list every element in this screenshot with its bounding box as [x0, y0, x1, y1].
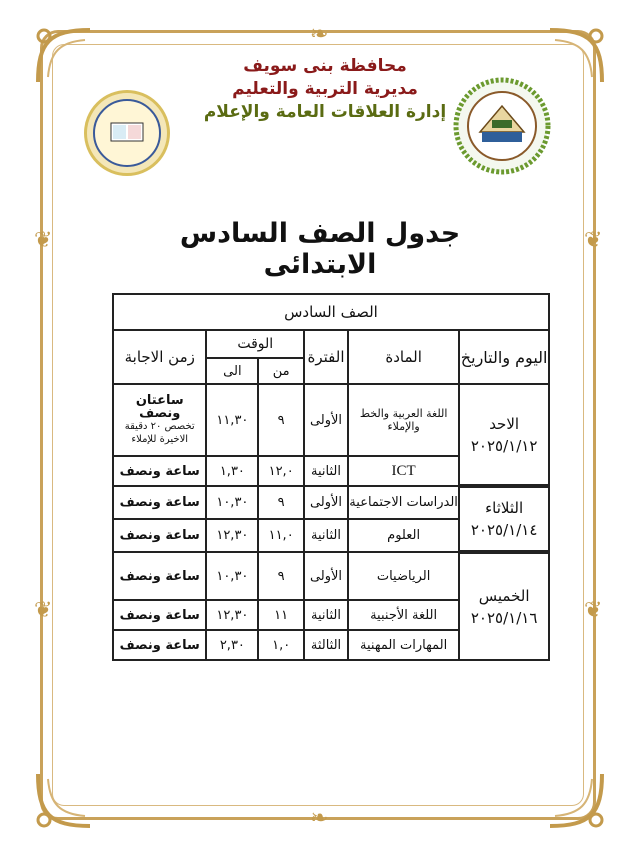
from-cell: ١,٠: [258, 630, 304, 660]
department-name: إدارة العلاقات العامة والإعلام: [203, 102, 447, 122]
subject-cell: الدراسات الاجتماعية: [348, 486, 459, 519]
header-to: الى: [206, 358, 258, 384]
to-cell: ١٠,٣٠: [206, 486, 258, 519]
duration-cell: [113, 384, 206, 456]
from-cell: ١١: [258, 600, 304, 630]
day-name: الخميس: [478, 586, 530, 605]
period-cell: الأولى: [304, 486, 348, 519]
day-date: ٢٠٢٥/١/١٦: [470, 608, 538, 627]
to-cell: ٢,٣٠: [206, 630, 258, 660]
subject-cell: المهارات المهنية: [348, 630, 459, 660]
day-name: الاحد: [489, 414, 520, 433]
side-ornament-icon: ❦: [34, 228, 53, 253]
top-ornament-icon: ❧: [310, 22, 329, 47]
corner-ornament-icon: [30, 764, 100, 834]
duration-cell: ساعة ونصف: [113, 486, 206, 519]
header-subject: المادة: [348, 330, 459, 384]
directorate-name: مديرية التربية والتعليم: [232, 79, 418, 99]
bottom-ornament-icon: ❧: [310, 806, 329, 831]
subject-cell: الرياضيات: [348, 552, 459, 600]
corner-ornament-icon: [540, 22, 610, 92]
day-date: ٢٠٢٥/١/١٢: [470, 436, 538, 455]
day-date: ٢٠٢٥/١/١٤: [470, 521, 538, 539]
side-ornament-icon: ❦: [584, 228, 603, 253]
header-from: من: [258, 358, 304, 384]
duration-cell: ساعة ونصف: [113, 630, 206, 660]
duration-cell: ساعة ونصف: [113, 519, 206, 552]
header-block: [180, 55, 470, 124]
day-name: الثلاثاء: [485, 499, 524, 517]
exam-schedule-table: [112, 293, 550, 661]
day-cell: [459, 384, 549, 486]
day-cell: [459, 552, 549, 660]
from-cell: ١٢,٠: [258, 456, 304, 486]
header-day-date: اليوم والتاريخ: [459, 330, 549, 384]
side-ornament-icon: ❦: [584, 598, 603, 623]
to-cell: ١,٣٠: [206, 456, 258, 486]
side-ornament-icon: ❦: [34, 598, 53, 623]
to-cell: ١٢,٣٠: [206, 519, 258, 552]
period-cell: الثانية: [304, 456, 348, 486]
duration-note: تخصص ٢٠ دقيقة الاخيرة للإملاء: [124, 421, 195, 445]
table-caption: الصف السادس: [113, 294, 549, 330]
period-cell: الثالثة: [304, 630, 348, 660]
duration-text: ساعتان ونصف: [135, 393, 184, 421]
from-cell: ٩: [258, 384, 304, 456]
duration-cell: ساعة ونصف: [113, 456, 206, 486]
corner-ornament-icon: [30, 22, 100, 92]
from-cell: ١١,٠: [258, 519, 304, 552]
duration-cell: ساعة ونصف: [113, 552, 206, 600]
page-title: جدول الصف السادس الابتدائى: [179, 218, 461, 280]
duration-cell: ساعة ونصف: [113, 600, 206, 630]
governorate-name: محافظة بنى سويف: [243, 56, 407, 76]
corner-ornament-icon: [540, 764, 610, 834]
to-cell: ١٠,٣٠: [206, 552, 258, 600]
subject-cell: ICT: [348, 456, 459, 486]
header-time: الوقت: [206, 330, 304, 358]
period-cell: الثانية: [304, 600, 348, 630]
to-cell: ١١,٣٠: [206, 384, 258, 456]
from-cell: ٩: [258, 486, 304, 519]
period-cell: الأولى: [304, 384, 348, 456]
subject-cell: اللغة العربية والخط والإملاء: [348, 384, 459, 456]
header-duration: زمن الاجابة: [113, 330, 206, 384]
subject-cell: العلوم: [348, 519, 459, 552]
pr-logo: [84, 90, 170, 176]
from-cell: ٩: [258, 552, 304, 600]
header-period: الفترة: [304, 330, 348, 384]
period-cell: الأولى: [304, 552, 348, 600]
period-cell: الثانية: [304, 519, 348, 552]
to-cell: ١٢,٣٠: [206, 600, 258, 630]
day-cell: [459, 486, 549, 552]
subject-cell: اللغة الأجنبية: [348, 600, 459, 630]
